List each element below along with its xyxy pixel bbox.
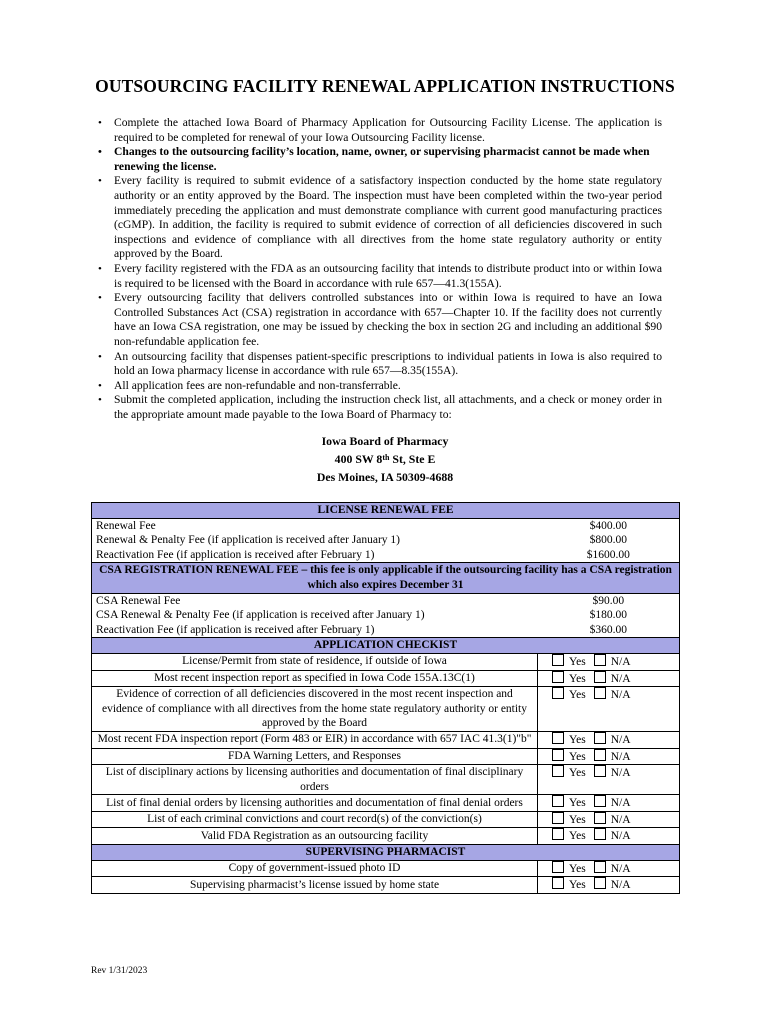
instruction-list bbox=[96, 116, 662, 422]
instruction-item: • All application fees are non-refundable and non-transferrable. bbox=[96, 379, 662, 394]
address-city: Des Moines, IA 50309-4688 bbox=[316, 470, 454, 484]
fee-amount: $360.00 bbox=[538, 623, 680, 638]
checklist-item: Most recent FDA inspection report (Form 483 or EIR) in accordance with 657 IAC 41.3(1)"b" bbox=[92, 731, 538, 748]
na-checkbox[interactable] bbox=[594, 671, 606, 683]
yes-checkbox[interactable] bbox=[552, 765, 564, 777]
yes-checkbox[interactable] bbox=[552, 749, 564, 761]
checklist-item: License/Permit from state of residence, if outside of Iowa bbox=[92, 653, 538, 670]
fee-label: CSA Renewal Fee bbox=[92, 593, 538, 608]
instruction-item: • Complete the attached Iowa Board of Pharmacy Application for Outsourcing Facility License. The application is required to be completed for renewal of your Iowa Outsourcing Facility license. bbox=[96, 116, 662, 145]
checklist-options: Yes N/A bbox=[538, 795, 680, 812]
mailing-address bbox=[0, 433, 770, 487]
yes-checkbox[interactable] bbox=[552, 861, 564, 873]
fee-amount: $400.00 bbox=[538, 518, 680, 533]
instruction-item: • Every outsourcing facility that delivers controlled substances into or within Iowa is required to have an Iowa Controlled Substances Act (CSA) registration in accordance with 657—Chapter 10. If the facility does not currently have an Iowa CSA registration, one may be issued by checking the box in section 2G and including an additional $90 non-refundable application fee. bbox=[96, 291, 662, 349]
instruction-item: • An outsourcing facility that dispenses patient-specific prescriptions to individual patients in Iowa is also required to hold an Iowa pharmacy license in accordance with rule 657—8.35(155A). bbox=[96, 350, 662, 379]
instruction-item: • Submit the completed application, including the instruction check list, all attachments, and a check or money order in the appropriate amount made payable to the Iowa Board of Pharmacy to: bbox=[96, 393, 662, 422]
checklist-item: Supervising pharmacist’s license issued by home state bbox=[92, 877, 538, 894]
na-checkbox[interactable] bbox=[594, 765, 606, 777]
yes-checkbox[interactable] bbox=[552, 687, 564, 699]
checklist-item: List of disciplinary actions by licensing authorities and documentation of final disciplinary orders bbox=[92, 765, 538, 795]
fee-label: CSA Renewal & Penalty Fee (if application is received after January 1) bbox=[92, 608, 538, 623]
checklist-header: APPLICATION CHECKIST bbox=[92, 638, 680, 654]
checklist-item: Copy of government-issued photo ID bbox=[92, 860, 538, 877]
address-name: Iowa Board of Pharmacy bbox=[321, 434, 449, 448]
na-checkbox[interactable] bbox=[594, 687, 606, 699]
na-checkbox[interactable] bbox=[594, 749, 606, 761]
checklist-item: Most recent inspection report as specified in Iowa Code 155A.13C(1) bbox=[92, 670, 538, 687]
checklist-item: Valid FDA Registration as an outsourcing facility bbox=[92, 828, 538, 845]
page-title: OUTSOURCING FACILITY RENEWAL APPLICATION INSTRUCTIONS bbox=[95, 76, 675, 96]
fee-label: Renewal Fee bbox=[92, 518, 538, 533]
checklist-options: Yes N/A bbox=[538, 670, 680, 687]
na-checkbox[interactable] bbox=[594, 861, 606, 873]
na-checkbox[interactable] bbox=[594, 828, 606, 840]
na-checkbox[interactable] bbox=[594, 732, 606, 744]
checklist-options: Yes N/A bbox=[538, 765, 680, 795]
license-fee-header: LICENSE RENEWAL FEE bbox=[92, 503, 680, 519]
checklist-options: Yes N/A bbox=[538, 860, 680, 877]
na-checkbox[interactable] bbox=[594, 877, 606, 889]
fee-label: Reactivation Fee (if application is received after February 1) bbox=[92, 548, 538, 563]
fee-amount: $800.00 bbox=[538, 533, 680, 548]
checklist-options: Yes N/A bbox=[538, 748, 680, 765]
na-checkbox[interactable] bbox=[594, 795, 606, 807]
fee-label: Renewal & Penalty Fee (if application is received after January 1) bbox=[92, 533, 538, 548]
checklist-item: List of each criminal convictions and court record(s) of the conviction(s) bbox=[92, 811, 538, 828]
instruction-item: • Every facility is required to submit evidence of a satisfactory inspection conducted by the home state regulatory authority or an entity approved by the Board. The inspection must have been completed within the two-year period immediately preceding the application and must demonstrate compliance with current good manufacturing practices (cGMP). In addition, the facility is required to submit evidence of correction of all deficiencies discovered in such inspections and evidence of compliance with all directives from the home state regulatory authority or entity approved by the Board. bbox=[96, 174, 662, 262]
fee-amount: $90.00 bbox=[538, 593, 680, 608]
checklist-options: Yes N/A bbox=[538, 828, 680, 845]
fee-and-checklist-table bbox=[91, 502, 680, 894]
fee-label: Reactivation Fee (if application is received after February 1) bbox=[92, 623, 538, 638]
yes-checkbox[interactable] bbox=[552, 828, 564, 840]
checklist-item: List of final denial orders by licensing authorities and documentation of final denial orders bbox=[92, 795, 538, 812]
na-checkbox[interactable] bbox=[594, 654, 606, 666]
checklist-options: Yes N/A bbox=[538, 687, 680, 732]
checklist-options: Yes N/A bbox=[538, 877, 680, 894]
checklist-options: Yes N/A bbox=[538, 811, 680, 828]
checklist-item: Evidence of correction of all deficiencies discovered in the most recent inspection and evidence of compliance with all directives from the home state regulatory authority or entity approved by the Board bbox=[92, 687, 538, 732]
yes-checkbox[interactable] bbox=[552, 795, 564, 807]
csa-fee-header: CSA REGISTRATION RENEWAL FEE – this fee is only applicable if the outsourcing facility has a CSA registration which also expires December 31 bbox=[92, 563, 680, 593]
yes-checkbox[interactable] bbox=[552, 877, 564, 889]
yes-checkbox[interactable] bbox=[552, 671, 564, 683]
instruction-item: • Every facility registered with the FDA as an outsourcing facility that intends to distribute product into or within Iowa is required to be licensed with the Board in accordance with rule 657—41.3(155A). bbox=[96, 262, 662, 291]
fee-amount: $1600.00 bbox=[538, 548, 680, 563]
na-checkbox[interactable] bbox=[594, 812, 606, 824]
checklist-options: Yes N/A bbox=[538, 731, 680, 748]
fee-amount: $180.00 bbox=[538, 608, 680, 623]
instruction-item: • Changes to the outsourcing facility’s location, name, owner, or supervising pharmacist cannot be made when renewing the license. bbox=[96, 145, 662, 174]
revision-date: Rev 1/31/2023 bbox=[91, 966, 148, 976]
yes-checkbox[interactable] bbox=[552, 732, 564, 744]
address-street: 400 SW 8th St, Ste E bbox=[334, 451, 436, 466]
checklist-item: FDA Warning Letters, and Responses bbox=[92, 748, 538, 765]
yes-checkbox[interactable] bbox=[552, 812, 564, 824]
checklist-options: Yes N/A bbox=[538, 653, 680, 670]
yes-checkbox[interactable] bbox=[552, 654, 564, 666]
supervising-header: SUPERVISING PHARMACIST bbox=[92, 845, 680, 861]
